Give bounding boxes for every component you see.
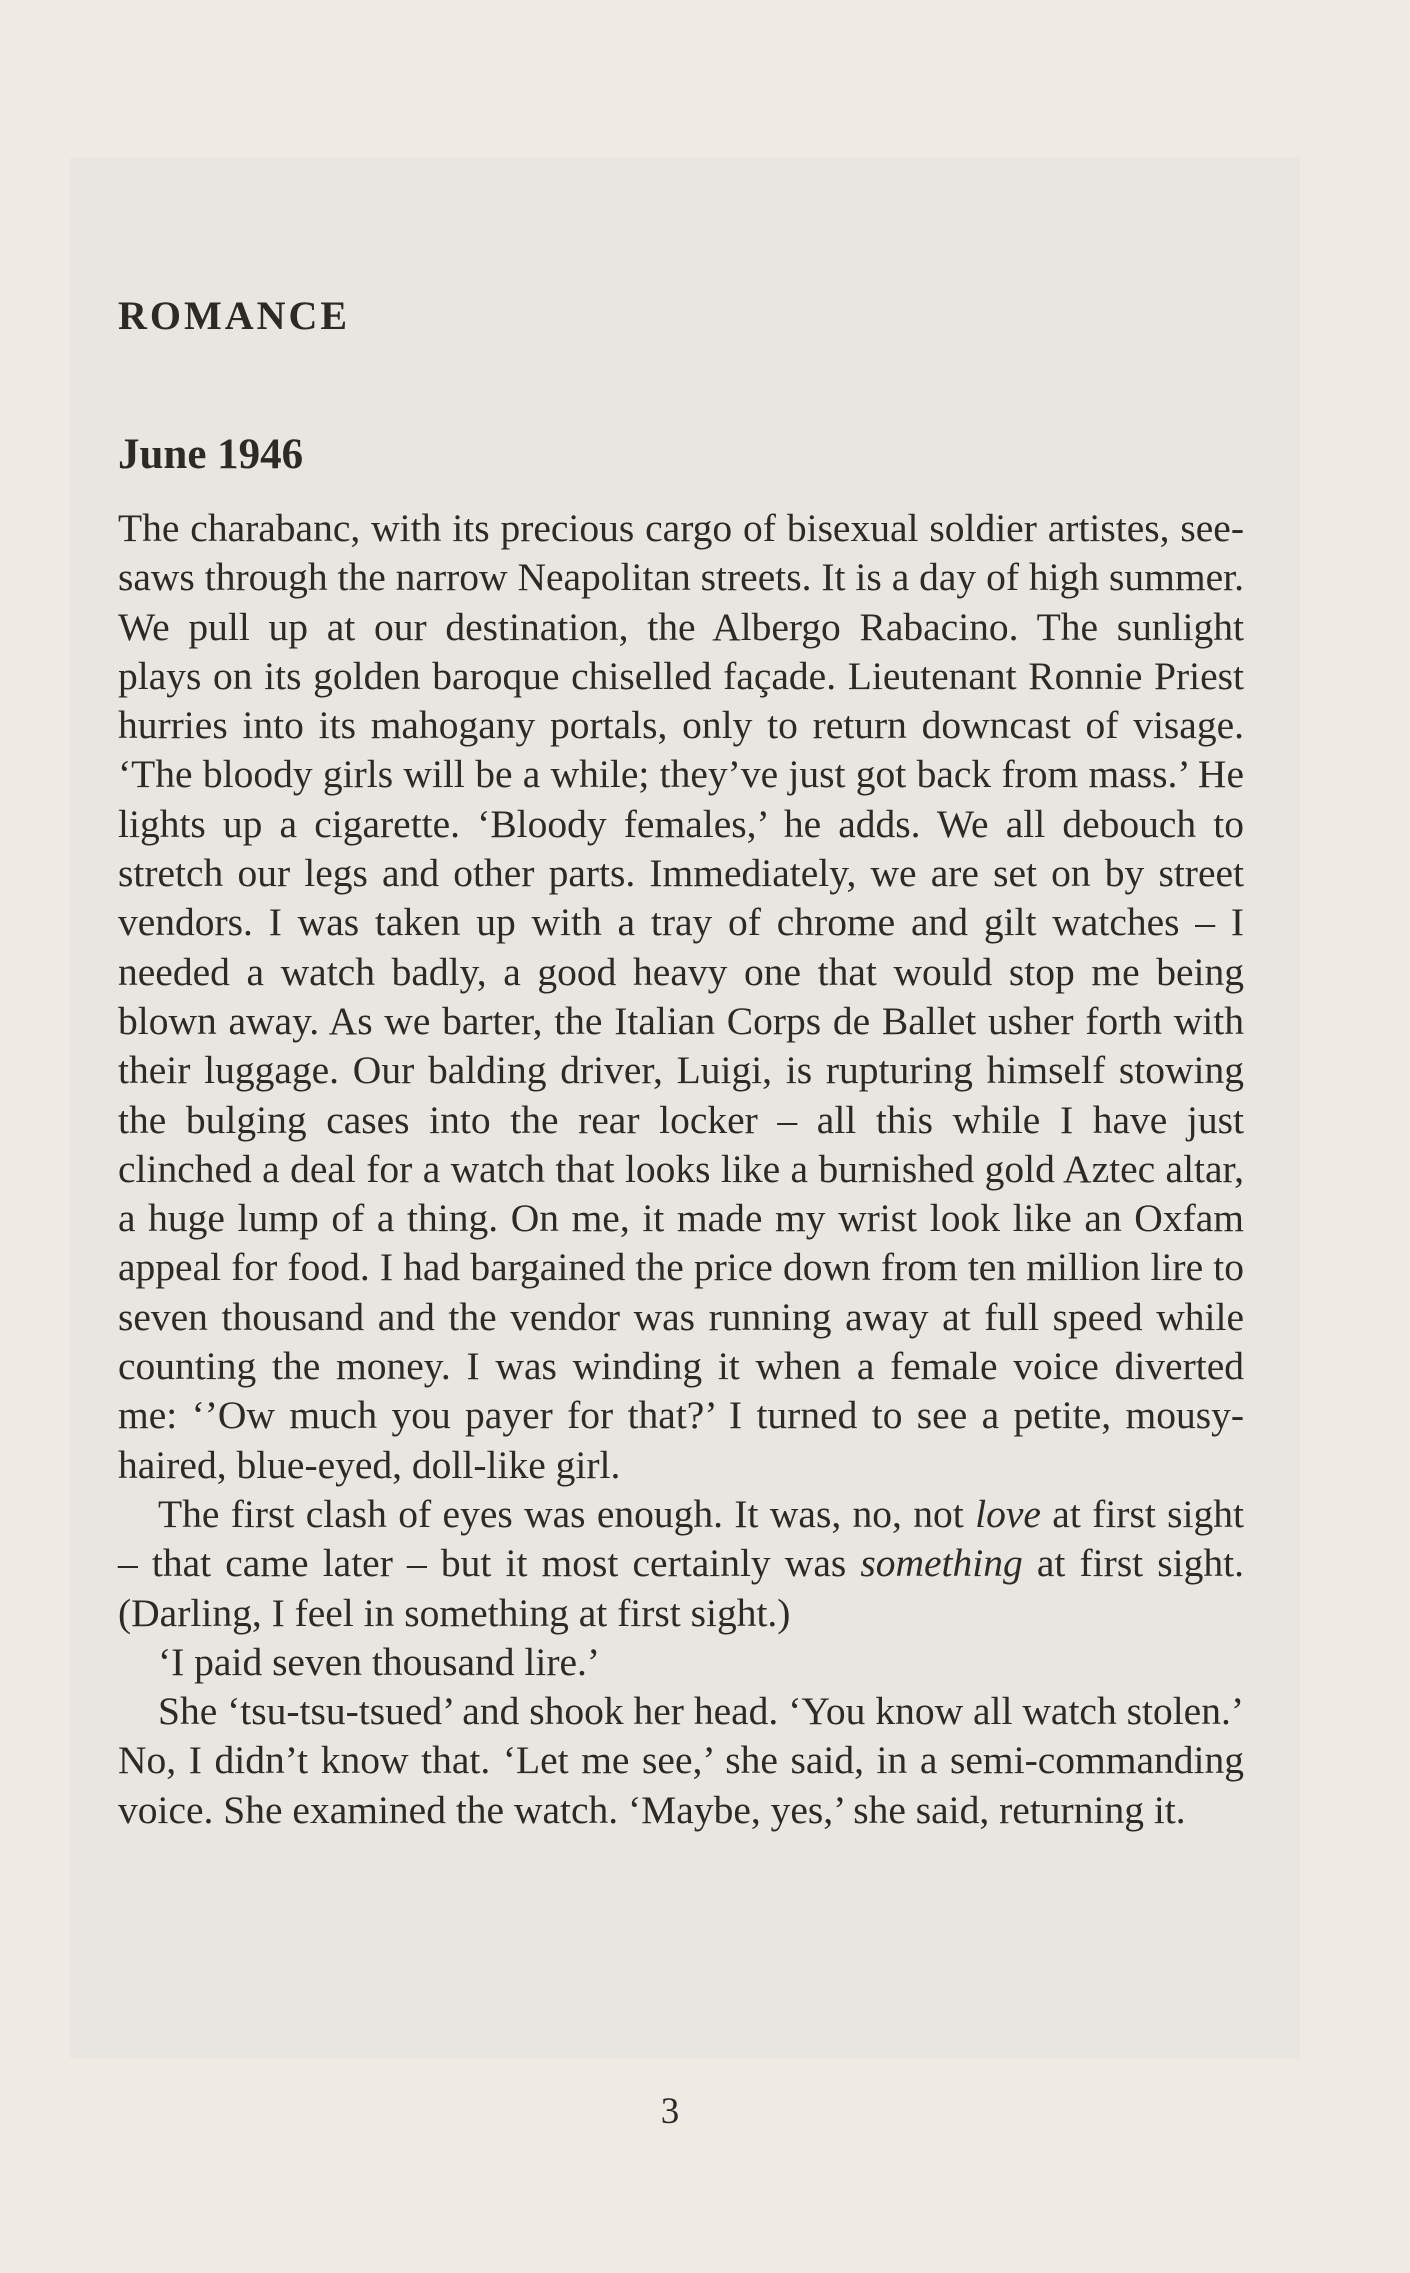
paragraph-3: ‘I paid seven thousand lire.’ bbox=[158, 1639, 601, 1684]
body-text bbox=[118, 504, 1244, 1835]
paragraph-2-emphasis-something: something bbox=[860, 1541, 1023, 1586]
paragraph-2-text-b: at first sight – that came later – but it most certainly was bbox=[118, 1491, 1244, 1586]
paragraph-2-text-a: The first clash of eyes was enough. It was, no, not bbox=[158, 1491, 976, 1536]
entry-date-heading: June 1946 bbox=[118, 431, 304, 478]
paragraph-4: She ‘tsu-tsu-tsued’ and shook her head. ‘You know all watch stolen.’ No, I didn’t know that. ‘Let me see,’ she said, in a semi-commanding voice. She examined the watch. ‘Maybe, yes,’ she said, returning it. bbox=[118, 1689, 1244, 1832]
page-number: 3 bbox=[660, 2091, 680, 2132]
page-content bbox=[118, 293, 1244, 1835]
paragraph-2 bbox=[118, 1490, 1244, 1638]
chapter-title: ROMANCE bbox=[118, 293, 351, 338]
paragraph-1: The charabanc, with its precious cargo of bisexual soldier artistes, see-saws through the narrow Neapolitan streets. It is a day of high summer. We pull up at our destination, the Albergo Rabacino. The sunlight plays on its golden baroque chiselled façade. Lieutenant Ronnie Priest hurries into its mahogany portals, only to return downcast of visage. ‘The bloody girls will be a while; they’ve just got back from mass.’ He lights up a cigarette. ‘Bloody females,’ he adds. We all debouch to stretch our legs and other parts. Immediately, we are set on by street vendors. I was taken up with a tray of chrome and gilt watches – I needed a watch badly, a good heavy one that would stop me being blown away. As we barter, the Italian Corps de Ballet usher forth with their luggage. Our balding driver, Luigi, is rupturing himself stowing the bulging cases into the rear locker – all this while I have just clinched a deal for a watch that looks like a burnished gold Aztec altar, a huge lump of a thing. On me, it made my wrist look like an Oxfam appeal for food. I had bargained the price down from ten million lire to seven thousand and the vendor was running away at full speed while counting the money. I was winding it when a female voice diverted me: ‘’Ow much you payer for that?’ I turned to see a petite, mousy-haired, blue-eyed, doll-like girl. bbox=[118, 506, 1244, 1487]
paragraph-2-emphasis-love: love bbox=[975, 1491, 1041, 1536]
paragraph-2-text-c: at first sight. (Darling, I feel in something at first sight.) bbox=[118, 1541, 1244, 1635]
